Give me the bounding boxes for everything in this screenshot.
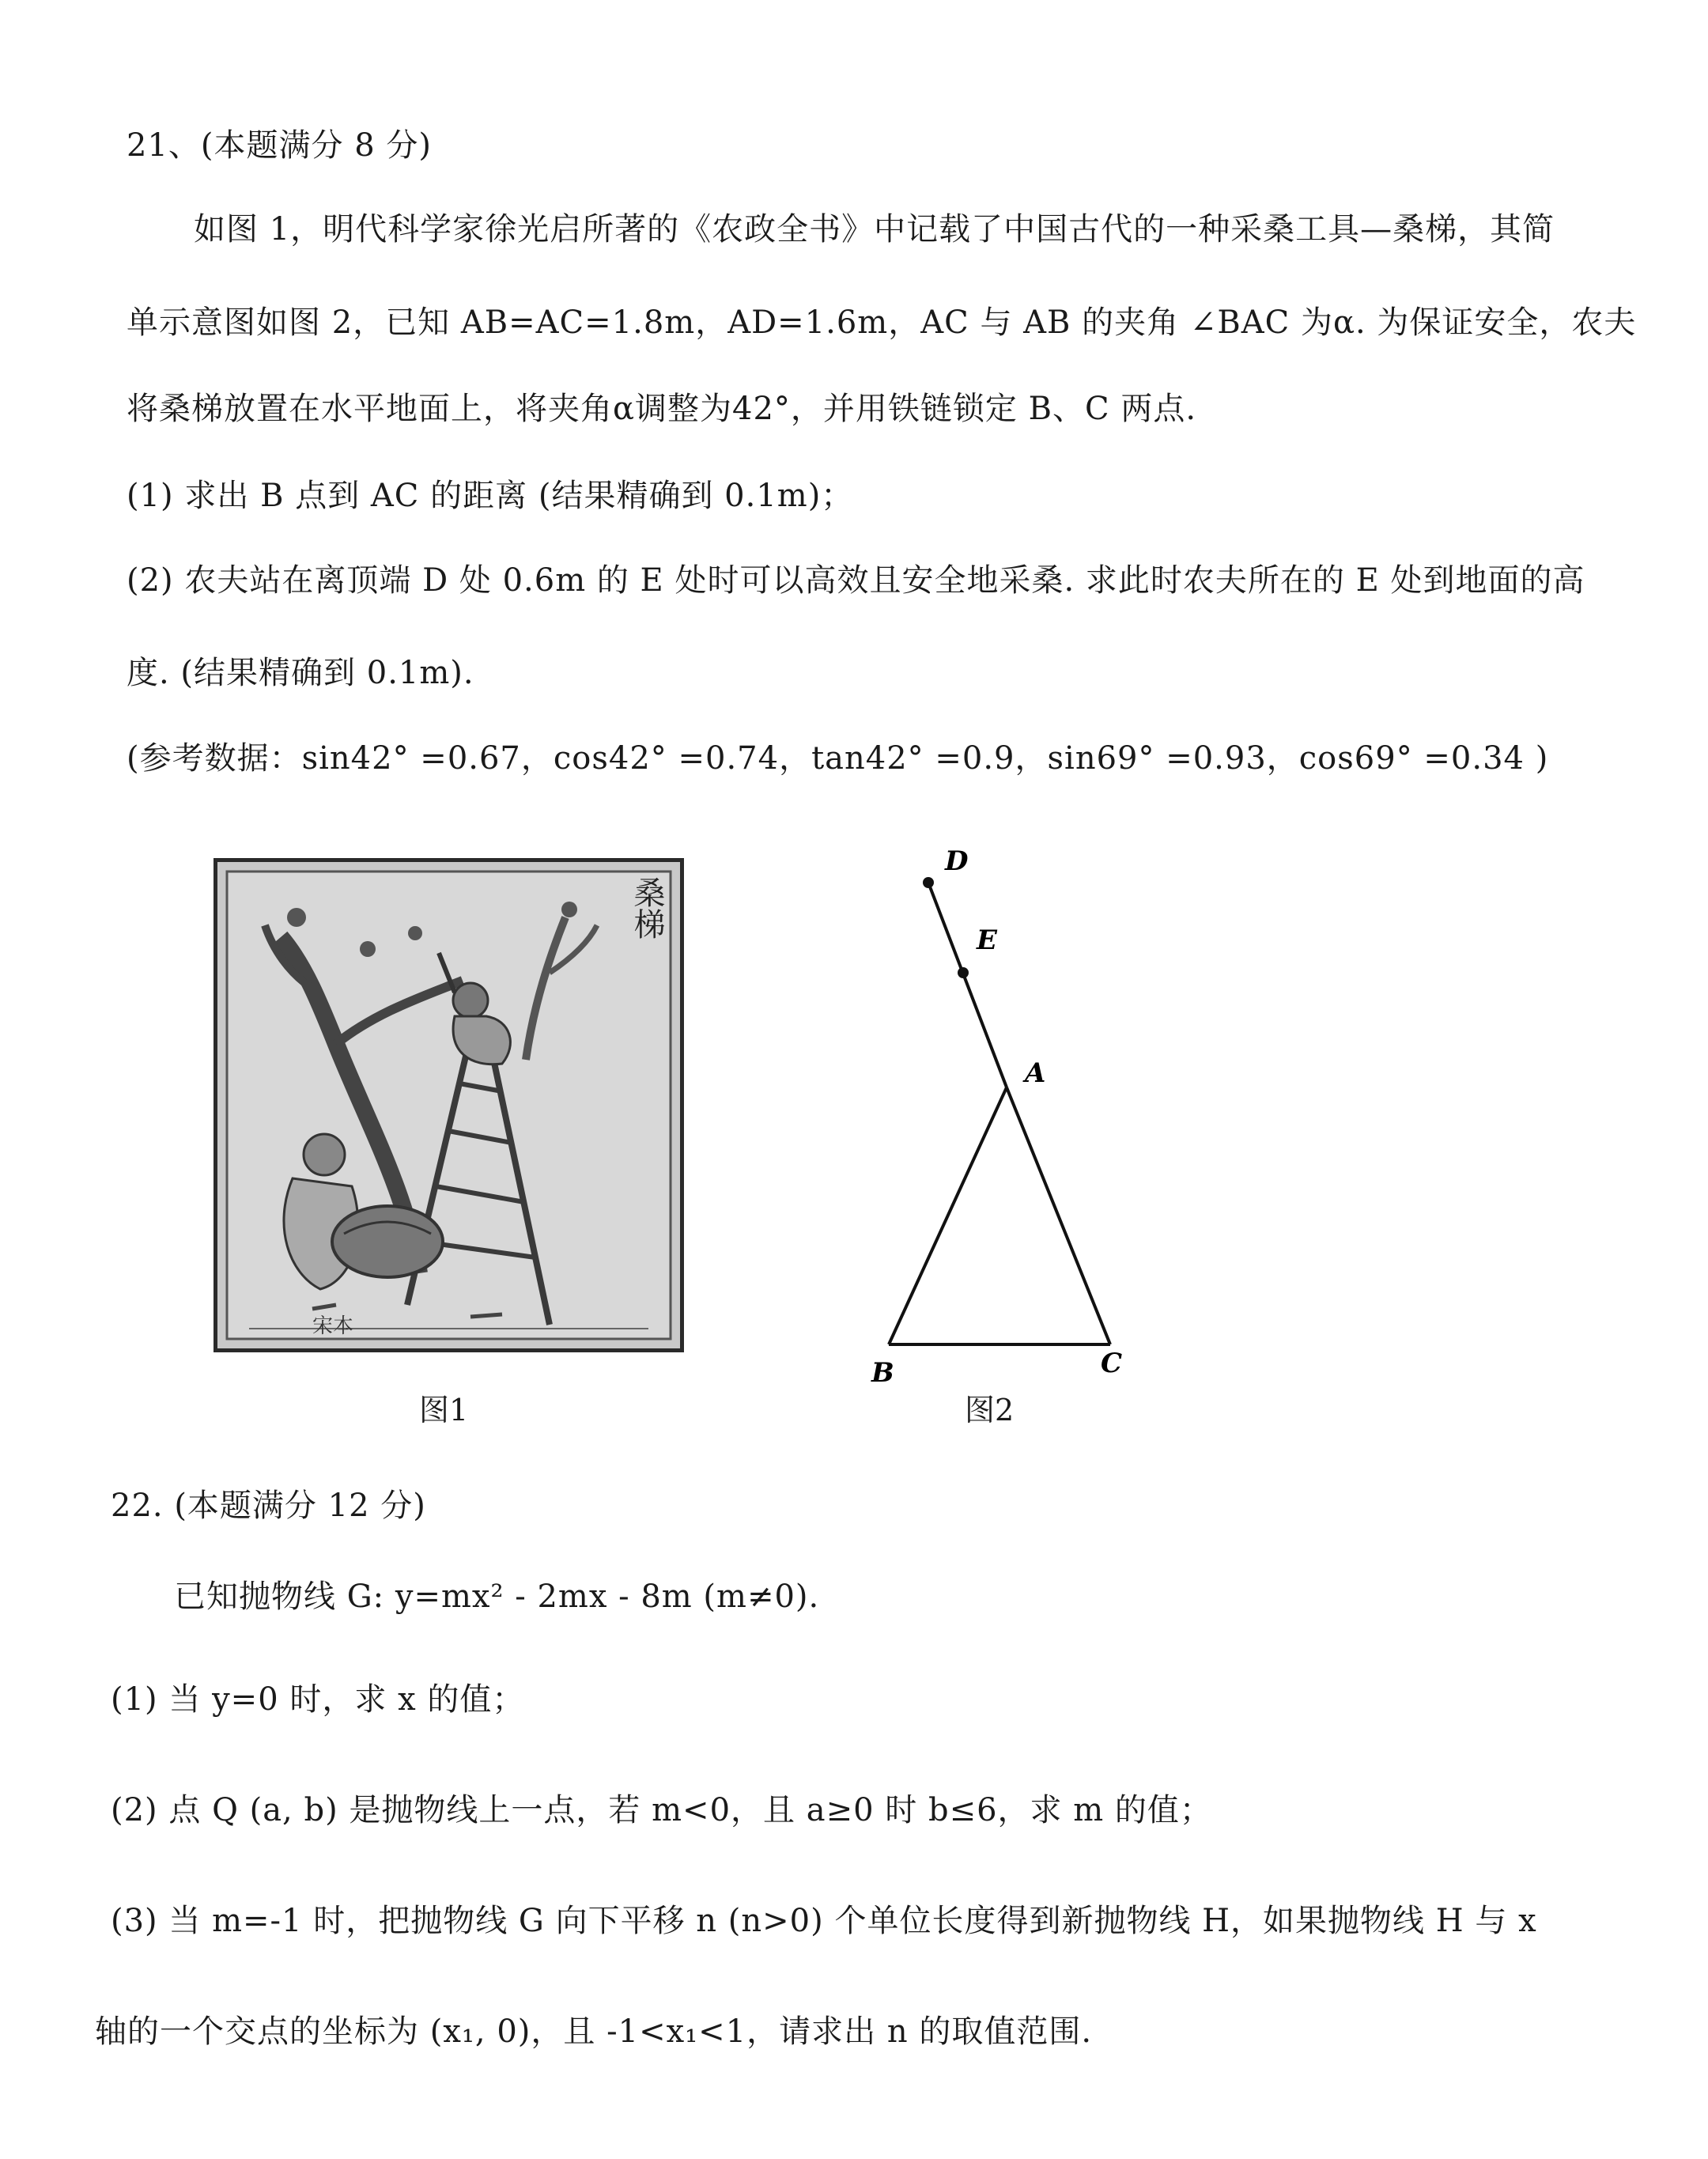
segment-D-A [928,883,1007,1087]
q22-subquestion-3-line-1: (3) 当 m=-1 时，把抛物线 G 向下平移 n (n>0) 个单位长度得到新抛物线 H，如果抛物线 H 与 x [111,1903,1537,1939]
q22-heading: 22. (本题满分 12 分) [111,1488,426,1524]
q21-subquestion-1: (1) 求出 B 点到 AC 的距离 (结果精确到 0.1m)； [127,478,854,514]
q21-subquestion-2-line-1: (2) 农夫站在离顶端 D 处 0.6m 的 E 处时可以高效且安全地采桑. 求此时农夫所在的 E 处到地面的高 [127,562,1585,599]
point-D [923,877,934,888]
segment-A-B [889,1087,1007,1344]
label-A: A [1025,1057,1046,1089]
figure-1-signature: 宋本 [312,1314,354,1338]
segment-A-C [1007,1087,1110,1344]
figure-2-diagram [846,830,1162,1400]
q21-paragraph-line-3: 将桑梯放置在水平地面上，将夹角α调整为42°，并用铁链锁定 B、C 两点. [127,391,1197,427]
label-C: C [1101,1348,1123,1379]
figure-1-caption: 图1 [419,1393,469,1427]
point-E [958,967,969,978]
q22-paragraph: 已知抛物线 G: y=mx² - 2mx - 8m (m≠0). [174,1579,820,1615]
q21-paragraph-line-2: 单示意图如图 2，已知 AB=AC=1.8m，AD=1.6m，AC 与 AB 的夹角 ∠BAC 为α. 为保证安全，农夫 [127,304,1637,341]
q22-subquestion-1: (1) 当 y=0 时，求 x 的值； [111,1681,525,1718]
q21-paragraph-line-1: 如图 1，明代科学家徐光启所著的《农政全书》中记载了中国古代的一种采桑工具—桑梯，其简 [194,211,1555,248]
figure-1-title: 桑梯 [629,876,665,940]
q21-reference-data: (参考数据：sin42° =0.67，cos42° =0.74，tan42° =0.9，sin69° =0.93，cos69° =0.34 ) [127,740,1549,777]
q21-heading: 21、(本题满分 8 分) [127,127,432,164]
figure-1-illustration [214,858,684,1352]
q21-subquestion-2-line-2: 度. (结果精确到 0.1m). [127,655,474,691]
q22-subquestion-3-line-2: 轴的一个交点的坐标为 (x₁, 0)，且 -1<x₁<1，请求出 n 的取值范围. [95,2013,1093,2050]
label-D: D [945,845,969,877]
label-E: E [977,924,997,956]
q22-subquestion-2: (2) 点 Q (a, b) 是抛物线上一点，若 m<0，且 a≥0 时 b≤6，求 m 的值； [111,1792,1212,1828]
mulberry-ladder-woodcut [217,862,680,1348]
figure-2-caption: 图2 [965,1393,1015,1427]
label-B: B [871,1357,894,1389]
